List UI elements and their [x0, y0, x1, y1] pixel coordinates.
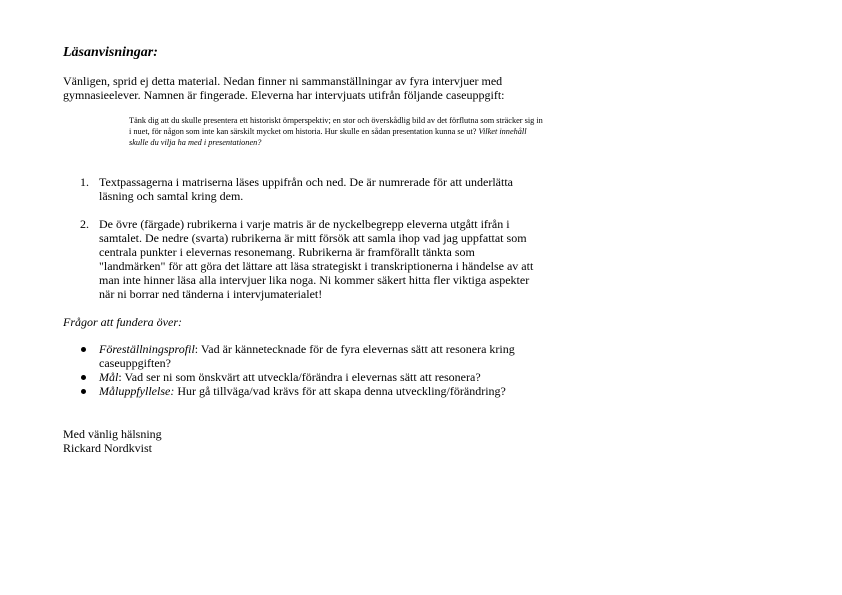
closing-greeting: Med vänlig hälsning	[63, 427, 162, 441]
instruction-number: 2.	[80, 217, 89, 231]
instruction-number: 1.	[80, 175, 89, 189]
case-task-body: Tänk dig att du skulle presentera ett historiskt örnperspektiv; en stor och överskådlig bild av det förflutna som sträcker sig in i nuet, för någon som inte kan särskilt mycket om historia. Hur skulle en sådan presentation kunna se ut?	[129, 116, 543, 136]
instruction-item	[63, 175, 543, 203]
question-text: : Vad ser ni som önskvärt att utveckla/förändra i elevernas sätt att resonera?	[118, 370, 481, 384]
question-item	[63, 370, 543, 384]
question-item	[63, 384, 543, 398]
instruction-text: De övre (färgade) rubrikerna i varje matris är de nyckelbegrepp eleverna utgått ifrån i samtalet. De nedre (svarta) rubrikerna är mitt försök att samla ihop vad jag uppfattat som centrala punkter i elevernas resonemang. Rubrikerna är framförallt tänkta som "landmärken" för att göra det lättare att läsa strategiskt i transkriptionerna i händelse av att man inte hinner läsa alla intervjuer lika noga. Ni kommer säkert hitta fler viktiga aspekter när ni borrar ned tänderna i intervjumaterialet!	[99, 217, 534, 301]
questions-heading: Frågor att fundera över:	[63, 315, 182, 329]
question-term: Måluppfyllelse:	[99, 384, 175, 398]
instructions-list	[63, 175, 543, 301]
question-text: : Vad är kännetecknade för de fyra elevernas sätt att resonera kring caseuppgiften?	[99, 342, 515, 370]
question-term: Föreställningsprofil	[99, 342, 195, 356]
case-task-text	[129, 115, 543, 148]
bullet-icon	[81, 347, 86, 352]
document-page	[63, 44, 543, 455]
question-text: Hur gå tillväga/vad krävs för att skapa denna utveckling/förändring?	[174, 384, 506, 398]
page-heading: Läsanvisningar:	[63, 45, 158, 60]
question-item	[63, 342, 543, 370]
bullet-icon	[81, 375, 86, 380]
questions-list	[63, 342, 543, 398]
case-task-question: Vilket innehåll skulle du vilja ha med i presentationen?	[129, 127, 527, 147]
question-term: Mål	[99, 370, 119, 384]
intro-paragraph: Vänligen, sprid ej detta material. Nedan finner ni sammanställningar av fyra intervjuer med gymnasieelever. Namnen är fingerade. Eleverna har intervjuats utifrån följande caseuppgift:	[63, 74, 505, 102]
instruction-text: Textpassagerna i matriserna läses uppifrån och ned. De är numrerade för att underlätta läsning och samtal kring dem.	[99, 175, 513, 203]
signature-block	[63, 427, 543, 455]
instruction-item	[63, 217, 543, 301]
bullet-icon	[81, 389, 86, 394]
signature-name: Rickard Nordkvist	[63, 441, 152, 455]
